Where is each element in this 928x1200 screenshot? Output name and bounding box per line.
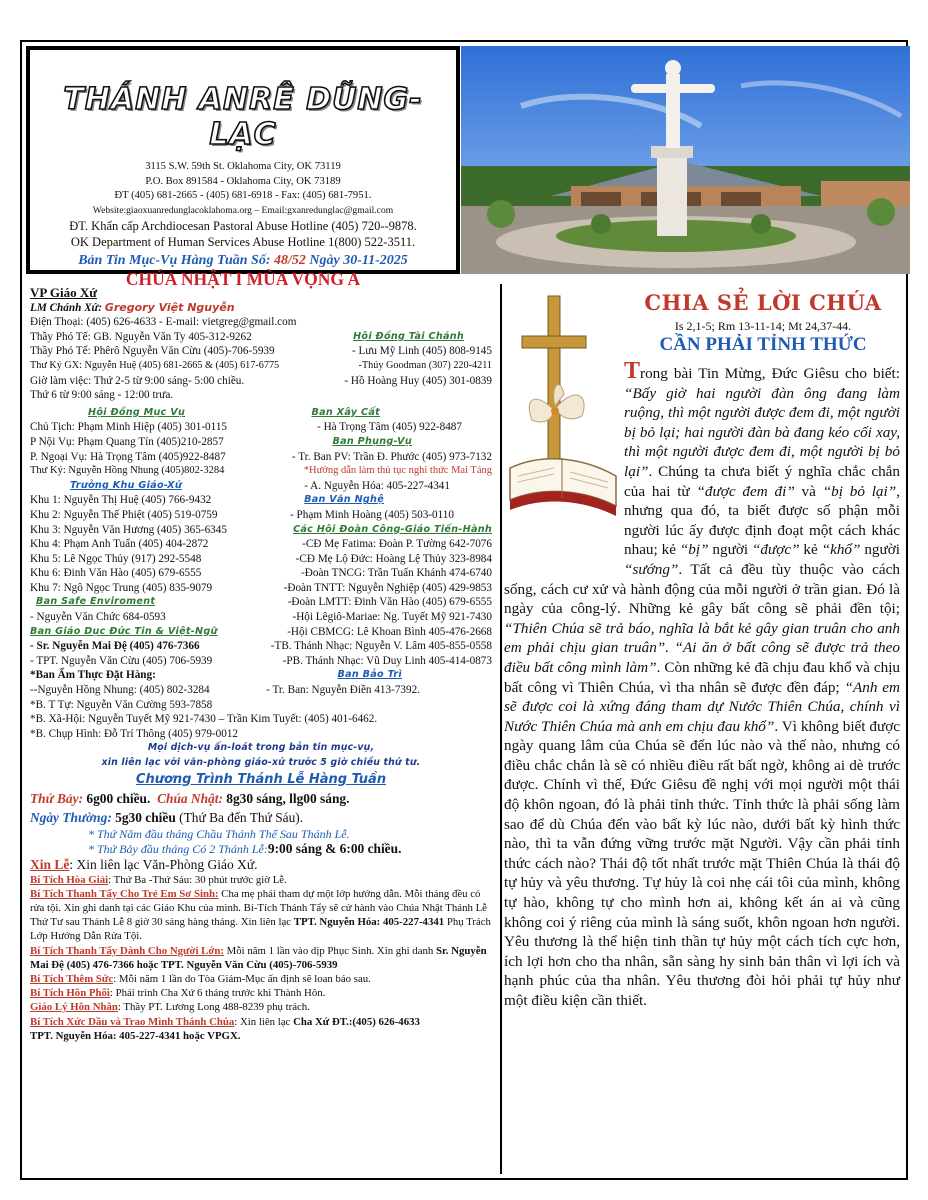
maintenance-heading: Ban Bảo Trì	[337, 669, 402, 681]
bulletin-issue-number: 48/52	[274, 253, 306, 268]
council-chair: Chủ Tịch: Phạm Minh Hiệp (405) 301-0115	[30, 421, 228, 434]
anointing: Bí Tích Xức Dầu và Trao Mình Thánh Chúa: Xin liên lạc Cha Xứ ĐT.:(405) 626-4633	[30, 1015, 420, 1028]
mass-intentions: Xin Lễ: Xin liên lạc Văn-Phòng Giáo Xứ.	[30, 857, 258, 873]
parish-directory	[30, 286, 492, 1043]
group-cbmcg: -Hội CBMCG: Lê Khoan Bình 405-476-2668	[287, 625, 492, 638]
parish-title: THÁNH ANRÊ DŨNG-LẠC	[63, 82, 423, 152]
reconciliation: Bí Tích Hòa Giải: Thứ Ba -Thứ Sáu: 30 phút trước giờ Lễ.	[30, 873, 287, 886]
scripture-references: Is 2,1-5; Rm 13-11-14; Mt 24,37-44.	[674, 319, 852, 333]
marriage: Bí Tích Hôn Phối: Phải trình Cha Xứ 6 tháng trước khi Thành Hôn.	[30, 987, 326, 1000]
parish-pobox: P.O. Box 891584 - Oklahoma City, OK 73189	[145, 175, 341, 187]
maintenance-head: - Tr. Ban: Nguyễn Điền 413-7392.	[266, 684, 420, 697]
deacon-2: Thầy Phó Tế: Phêrô Nguyễn Văn Cừu (405)-706-5939	[30, 345, 275, 358]
group-tntt: -Đoàn TNTT: Nguyễn Nghiệp (405) 429-9853	[283, 581, 492, 594]
liturgy-head: - Tr. Ban PV: Trần Đ. Phước (405) 973-7132	[291, 450, 492, 463]
confirmation: Bí Tích Thêm Sức: Mỗi năm 1 lần do Tòa Giám-Mục ấn định sẽ loan báo sau.	[30, 973, 371, 985]
first-thursday-note: * Thứ Năm đầu tháng Chầu Thánh Thể Sau Thánh Lễ.	[88, 827, 350, 842]
pastor-name: Gregory Việt Nguyễn	[104, 300, 235, 314]
adult-baptism: Bí Tích Thanh Tẩy Dành Cho Người Lớn: Mỗi năm 1 lần vào dịp Phục Sinh. Xin ghi danh Sr. Nguyễn Mai Đệ (405) 476-7366 hoặc TPT. Nguyễn Văn Cừu (405)-706-5939	[30, 944, 487, 971]
zone-1: Khu 1: Nguyễn Thị Huệ (405) 766-9432	[30, 494, 212, 507]
social-committee: *B. Xã-Hội: Nguyễn Tuyết Mỹ 921-7430 – Trần Kim Tuyết: (405) 401-6462.	[30, 713, 378, 726]
printing-notice-1: Mọi dịch-vụ ấn-loát trong bản tin mục-vụ,	[147, 742, 375, 754]
parish-address: 3115 S.W. 59th St. Oklahoma City, OK 73119	[145, 161, 341, 172]
mass-weekday: Ngày Thường: 5g30 chiều (Thứ Ba đến Thứ Sáu).	[30, 810, 304, 826]
group-lmtt: -Đoàn LMTT: Đinh Văn Hào (405) 679-6555	[287, 596, 492, 609]
funeral-note: *Hướng dẫn làm thủ tục nghi thức Mai Táng	[303, 465, 492, 477]
reflection-body: Trong bài Tin Mừng, Đức Giêsu cho biết: “Bấy giờ hai người đàn ông đang làm ruộng, thì một người được đem đi, một người bị bỏ lại; hai người đàn bà đang kéo cối xay, thì một người được đem đi, một người bị bỏ lại”. Chúng ta chưa biết ý nghĩa chắc chắn của hai từ “được đem đi” và “bị bỏ lại”, nhưng qua đó, ta biết được số phận mỗi người lúc ấy được định đoạt một cách khác nhau; kẻ “bị” người “được” kẻ “khổ” người “sướng”. Tất cả đều tùy thuộc vào cách sống, cách cư xử và hành động của mỗi người ở trần gian. Đó là ngày của công-lý. Những kẻ gây bất công sẽ phải đền tội; “Thiên Chúa sẽ trả báo, nghĩa là bắt kẻ gây gian truân cho anh em phải chịu gian truân”. “Ai ăn ở bất công sẽ được trả theo điều bất công mình làm”. Còn những kẻ đã chịu đau khổ và chịu bất công vì Thiên Chúa, vì tha nhân sẽ được đền đáp; “Anh em sẽ được coi là xứng đáng tham dự Nước Thiên Chúa, chính vì Nước Thiên Chúa mà anh em chịu đau khổ”. Vì không biết được ngày quang lâm của Chúa sẽ đến lúc nào và thế nào, nhưng có điều chắc chắn là sẽ có nhiều điều rất bất ngờ, không ai dè trước được. Chính vì thế, Đức Giêsu đề nghị với mọi người một thái độ khôn ngoan, đó là phải tỉnh thức. Tỉnh thức là phải sống làm sao để dù Chúa đến vào bất kỳ lúc nào, dưới bất kỳ hình thức nào, thì ta vẫn đứng vững trước mặt Người. Vậy cần phải tỉnh thức cách nào? Thái độ tốt nhất trước mặt Thiên Chúa là thái độ tự hủy và yêu thương. Tự hủy là coi nhẹ cái tôi của mình, không tự hào, không tự cho mình hơn ai, không kết án ai và cũng không coi ý riêng của mình là sáng suốt, khôn ngoan hơn người. Yêu thương là thể hiện tinh thần tự hủy một cách tích cực hơn, ích lợi hơn cho tha nhân, sẵn sàng hy sinh bản thân vì lợi ích và hạnh phúc của tha nhân. Yêu thương đòi hỏi phải tự hủy như một điều kiện cần thiết.	[504, 358, 901, 1009]
zone-7: Khu 7: Ngô Ngọc Trung (405) 835-9079	[30, 581, 213, 594]
faith-education-heading: Ban Giáo Dục Đức Tin & Việt-Ngữ	[30, 625, 218, 637]
finance-member-3: - Hồ Hoàng Huy (405) 301-0839	[344, 374, 492, 387]
music-deputy: -PB. Thánh Nhạc: Vũ Duy Linh 405-414-0873	[282, 654, 492, 667]
zone-4: Khu 4: Phạm Anh Tuấn (405) 404-2872	[30, 538, 209, 551]
marriage-catechism: Giáo Lý Hôn Nhân: Thầy PT. Lương Long 488-8239 phụ trách.	[30, 1001, 310, 1014]
group-fatima: -CĐ Mẹ Fatima: Đoàn P. Tường 642-7076	[302, 538, 492, 551]
food-contact: --Nguyễn Hồng Nhung: (405) 802-3284	[30, 684, 210, 697]
sacraments-section	[30, 858, 492, 1043]
altar-servers: *B. T Tự: Nguyễn Văn Cường 593-7858	[30, 698, 213, 711]
church-photo	[461, 46, 910, 274]
zone-3: Khu 3: Nguyễn Văn Hương (405) 365-6345	[30, 523, 227, 536]
photography: *B. Chụp Hình: Đỗ Trí Thông (405) 979-0012	[30, 727, 239, 740]
zone-2: Khu 2: Nguyễn Thế Phiệt (405) 519-0759	[30, 508, 218, 521]
reflection-subtitle: CẦN PHẢI TỈNH THỨC	[659, 334, 867, 355]
drop-cap: T	[624, 358, 641, 384]
music-head: -TB. Thánh Nhạc: Nguyễn V. Lâm 405-855-0558	[270, 640, 492, 653]
building-committee-heading: Ban Xây Cất	[311, 406, 380, 418]
building-member: - Hà Trọng Tâm (405) 922-8487	[317, 421, 462, 434]
parish-secretary: Thư Ký GX: Nguyễn Huệ (405) 681-2665 & (405) 617-6775	[30, 359, 280, 371]
group-lourdes: -CĐ Mẹ Lộ Đức: Hoàng Lệ Thủy 323-8984	[295, 552, 492, 565]
anointing-contact: TPT. Nguyễn Hóa: 405-227-4341 hoặc VPGX.	[30, 1029, 241, 1042]
finance-member-1: - Lưu Mỹ Linh (405) 808-9145	[352, 345, 492, 358]
deacon-1: Thầy Phó Tế: GB. Nguyễn Văn Ty 405-312-9262	[30, 330, 252, 343]
pastor-line: LM Chánh Xứ: Gregory Việt Nguyễn	[30, 300, 235, 314]
council-vp-external: P. Ngoại Vụ: Hà Trọng Tâm (405)922-8487	[30, 450, 226, 463]
bulletin-date: Ngày 30-11-2025	[305, 253, 408, 268]
group-tncg: -Đoàn TNCG: Trần Tuấn Khánh 474-6740	[301, 567, 492, 580]
arts-heading: Ban Văn Nghệ	[304, 494, 384, 506]
safe-environment-member: - Nguyễn Văn Chức 684-0593	[30, 611, 166, 624]
pastoral-council-heading: Hội Đồng Mục Vụ	[88, 406, 186, 418]
first-saturday-note: * Thứ Bảy đầu tháng Có 2 Thánh Lễ:9:00 sáng & 6:00 chiều.	[88, 840, 402, 856]
pastor-phone: Điện Thoại: (405) 626-4633 - E-mail: vietgreg@gmail.com	[30, 316, 297, 329]
parish-website: Website:giaoxuanredunglacoklahoma.org – Email:gxanredunglac@gmail.com	[92, 204, 394, 216]
liturgy-heading: Ban Phụng-Vụ	[332, 435, 412, 447]
zone-leaders-heading: Trưởng Khu Giáo-Xứ	[70, 479, 182, 491]
arts-member: - Phạm Minh Hoàng (405) 503-0110	[290, 508, 454, 521]
column-divider	[500, 284, 502, 1174]
safe-environment-heading: Ban Safe Enviroment	[36, 596, 156, 608]
office-hours-2: Thứ 6 từ 9:00 sáng - 12:00 trưa.	[30, 389, 174, 402]
parish-phones: ĐT (405) 681-2665 - (405) 681-6918 - Fax: (405) 681-7951.	[114, 190, 372, 201]
council-secretary: Thư Ký: Nguyễn Hồng Nhung (405)802-3284	[30, 465, 225, 477]
masthead	[26, 46, 460, 289]
group-legio: -Hội Lêgiô-Mariae: Ng. Tuyết Mỹ 921-7430	[292, 611, 492, 624]
reflection-title: CHIA SẺ LỜI CHÚA	[644, 290, 882, 315]
zone-5: Khu 5: Lê Ngọc Thủy (917) 292-5548	[30, 552, 202, 565]
mass-weekend: Thứ Bảy: 6g00 chiều. Chúa Nhật: 8g30 sáng, llg00 sáng.	[30, 791, 350, 807]
catholic-groups-heading: Các Hội Đoàn Công-Giáo Tiến-Hành	[293, 523, 492, 535]
infant-baptism: Bí Tích Thanh Tẩy Cho Trẻ Em Sơ Sinh: Cha mẹ phải tham dự một lớp hướng dẫn. Mỗi tháng đều có rửa tội. Xin ghi danh tại các Giáo Khu của mình. Bí-Tích Thánh Tẩy sẽ cử hành vào Chúa Nhật Thánh Lễ Thứ Tư sau Thánh Lễ 8 giờ 30 sáng hàng tháng. Xin liên lạc TPT. Nguyễn Hóa: 405-227-4341 Phụ Trách Lớp Hướng Dẫn Rửa Tội.	[30, 887, 491, 943]
office-heading: VP Giáo Xứ	[30, 285, 98, 300]
council-vp-internal: P Nội Vụ: Phạm Quang Tín (405)210-2857	[30, 435, 224, 448]
finance-council-heading: Hội Đồng Tài Chánh	[353, 330, 464, 342]
mass-schedule-heading: Chương Trình Thánh Lễ Hàng Tuần	[135, 771, 387, 787]
zone-6: Khu 6: Đinh Văn Hào (405) 679-6555	[30, 567, 202, 580]
funeral-contact: - A. Nguyễn Hóa: 405-227-4341	[304, 479, 450, 492]
food-heading: *Ban Ẩm Thực Đặt Hàng:	[30, 669, 156, 682]
printing-notice-2: xin liên lạc với văn-phòng giáo-xứ trước 5 giờ chiều thứ tư.	[101, 757, 421, 768]
office-hours-1: Giờ làm việc: Thứ 2-5 từ 9:00 sáng- 5:00 chiều.	[30, 374, 245, 387]
liturgical-sunday: CHÚA NHẬT I MÙA VỌNG A	[125, 269, 361, 289]
abuse-hotline-archdiocese: ĐT. Khẩn cấp Archdiocesan Pastoral Abuse Hotline (405) 720--9878.	[69, 219, 417, 233]
education-sister: - Sr. Nguyễn Mai Đệ (405) 476-7366	[30, 640, 200, 653]
education-tpt: - TPT. Nguyễn Văn Cừu (405) 706-5939	[30, 654, 213, 667]
finance-member-2: -Thúy Goodman (307) 220-4211	[358, 359, 492, 371]
abuse-hotline-dhs: OK Department of Human Services Abuse Hotline 1(800) 522-3511.	[70, 235, 416, 249]
bulletin-issue-line: Bản Tin Mục-Vụ Hàng Tuần Số: 48/52 Ngày 30-11-2025	[78, 253, 408, 268]
